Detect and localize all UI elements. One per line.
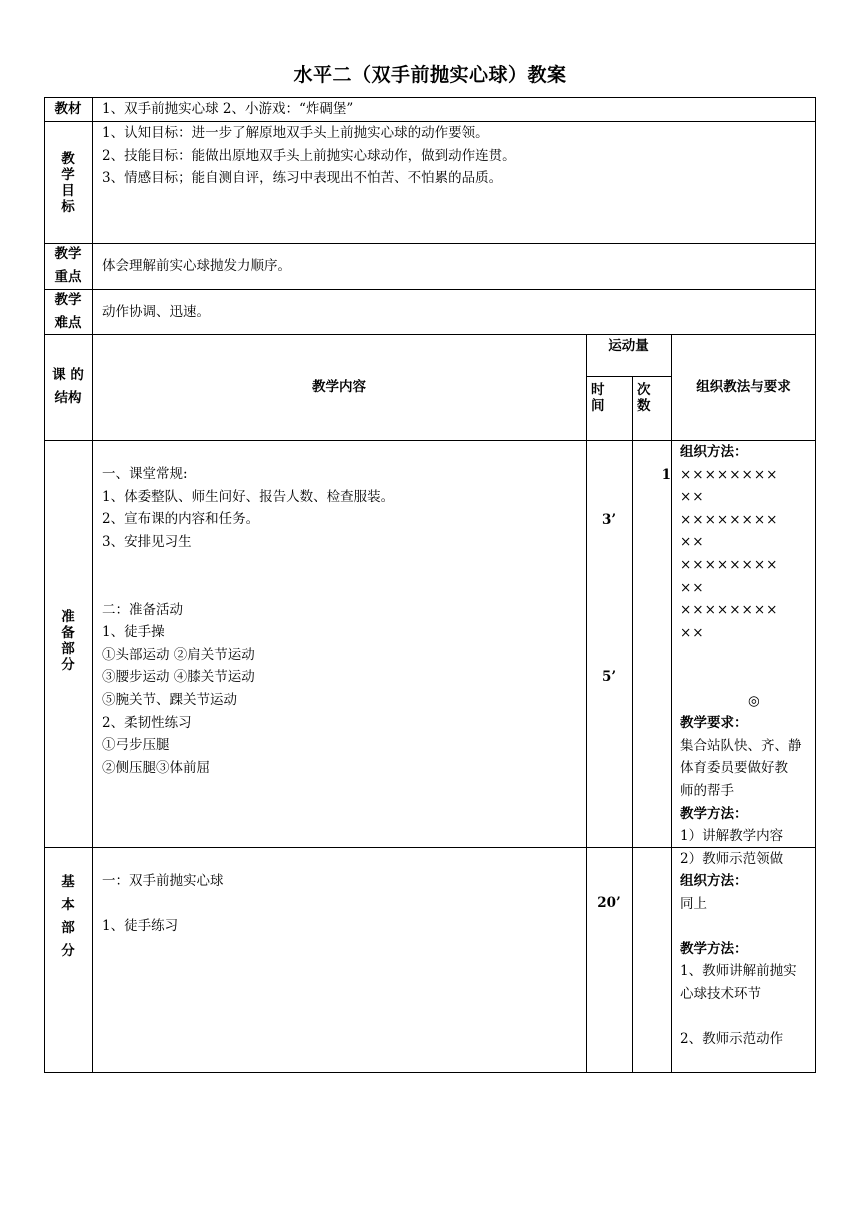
org-method-title: 组织方法： — [680, 873, 748, 889]
table-line — [44, 1072, 816, 1073]
formation-row: ×××××××× — [680, 556, 779, 573]
formation-row: ×××××××× — [680, 602, 779, 619]
material-content: 1、双手前抛实心球 2、小游戏：“炸碉堡” — [102, 101, 354, 117]
key-point-label: 教学 重点 — [54, 246, 82, 285]
objective-item: 2、技能目标：能做出原地双手头上前抛实心球动作，做到动作连贯。 — [102, 147, 516, 164]
content-line: 2、柔韧性练习 — [102, 714, 192, 731]
table-line — [586, 376, 672, 377]
basic-content — [102, 870, 224, 938]
lesson-plan-table — [44, 97, 816, 1073]
difficulty-label: 教学 难点 — [54, 292, 82, 331]
content-line: ②侧压腿③体前屈 — [102, 759, 210, 776]
method-line: 2、教师示范动作 — [680, 1031, 784, 1048]
table-line — [671, 334, 672, 1073]
req-line: 师的帮手 — [680, 782, 734, 799]
org-value: 同上 — [680, 895, 707, 912]
method-line — [680, 1006, 797, 1029]
prep-label: 准 备 部 分 — [61, 609, 75, 673]
table-line — [44, 97, 816, 98]
prep-count: 1 — [661, 467, 671, 483]
count-header: 次 数 — [637, 382, 651, 414]
content-line: 3、安排见习生 — [102, 533, 192, 550]
objective-item: 3、情感目标；能自测自评，练习中表现出不怕苦、不怕累的品质。 — [102, 170, 503, 187]
teacher-mark: ◎ — [748, 692, 760, 709]
table-line — [44, 289, 816, 290]
objectives-list — [102, 122, 516, 190]
prep-org — [680, 441, 802, 870]
content-line — [102, 576, 394, 599]
content-line: ⑤腕关节、踝关节运动 — [102, 691, 237, 708]
time-header: 时 间 — [591, 382, 605, 414]
content-line: 二：准备活动 — [102, 601, 183, 618]
method-line: 2）教师示范领做 — [680, 850, 784, 867]
content-line: 1、徒手操 — [102, 624, 165, 641]
page-title: 水平二（双手前抛实心球）教案 — [293, 64, 567, 86]
prep-content — [102, 463, 394, 779]
key-point-content: 体会理解前实心球抛发力顺序。 — [102, 258, 291, 274]
prep-time-1: 3’ — [601, 512, 617, 528]
table-line — [586, 334, 587, 1073]
content-line: 一：双手前抛实心球 — [102, 873, 224, 889]
table-line — [44, 334, 816, 335]
formation-row: ×× — [680, 489, 705, 506]
formation-row: ×××××××× — [680, 466, 779, 483]
difficulty-content: 动作协调、迅速。 — [102, 304, 210, 320]
req-line: 集合站队快、齐、静 — [680, 737, 802, 754]
method-line: 心球技术环节 — [680, 985, 761, 1002]
objective-item: 1、认知目标：进一步了解原地双手头上前抛实心球的动作要领。 — [102, 125, 489, 141]
content-line: ③腰步运动 ④膝关节运动 — [102, 669, 255, 686]
content-line: ①弓步压腿 — [102, 737, 170, 754]
objectives-label: 教 学 目 标 — [61, 151, 75, 215]
basic-org — [680, 870, 797, 1051]
formation-row: ×× — [680, 624, 705, 641]
structure-header: 课 的 结构 — [52, 367, 84, 406]
content-line: 一、课堂常规: — [102, 466, 188, 482]
content-line: 1、体委整队、师生问好、报告人数、检查服装。 — [102, 488, 395, 505]
basic-label: 基 本 部 分 — [61, 874, 75, 959]
content-line: ①头部运动 ②肩关节运动 — [102, 646, 255, 663]
basic-time: 20’ — [597, 895, 621, 911]
req-title: 教学要求： — [680, 715, 748, 732]
prep-time-2: 5’ — [601, 669, 617, 685]
formation-row: ×××××××× — [680, 511, 779, 528]
content-line: 2、宣布课的内容和任务。 — [102, 511, 260, 528]
method-title: 教学方法： — [680, 940, 748, 957]
content-line — [102, 893, 224, 916]
org-header: 组织教法与要求 — [696, 379, 791, 395]
req-line: 体育委员要做好教 — [680, 760, 788, 777]
org-method-title: 组织方法： — [680, 444, 748, 460]
method-line: 1、教师讲解前抛实 — [680, 963, 797, 980]
content-line: 1、徒手练习 — [102, 918, 179, 935]
method-title: 教学方法： — [680, 805, 748, 822]
table-line — [44, 243, 816, 244]
formation-row: ×× — [680, 579, 705, 596]
table-line — [92, 97, 93, 1073]
material-label: 教材 — [54, 101, 82, 117]
table-line — [815, 97, 816, 1073]
content-header: 教学内容 — [312, 379, 366, 395]
method-line: 1）讲解教学内容 — [680, 828, 784, 845]
load-header: 运动量 — [608, 338, 649, 354]
formation-row: ×× — [680, 534, 705, 551]
content-line — [102, 553, 394, 576]
